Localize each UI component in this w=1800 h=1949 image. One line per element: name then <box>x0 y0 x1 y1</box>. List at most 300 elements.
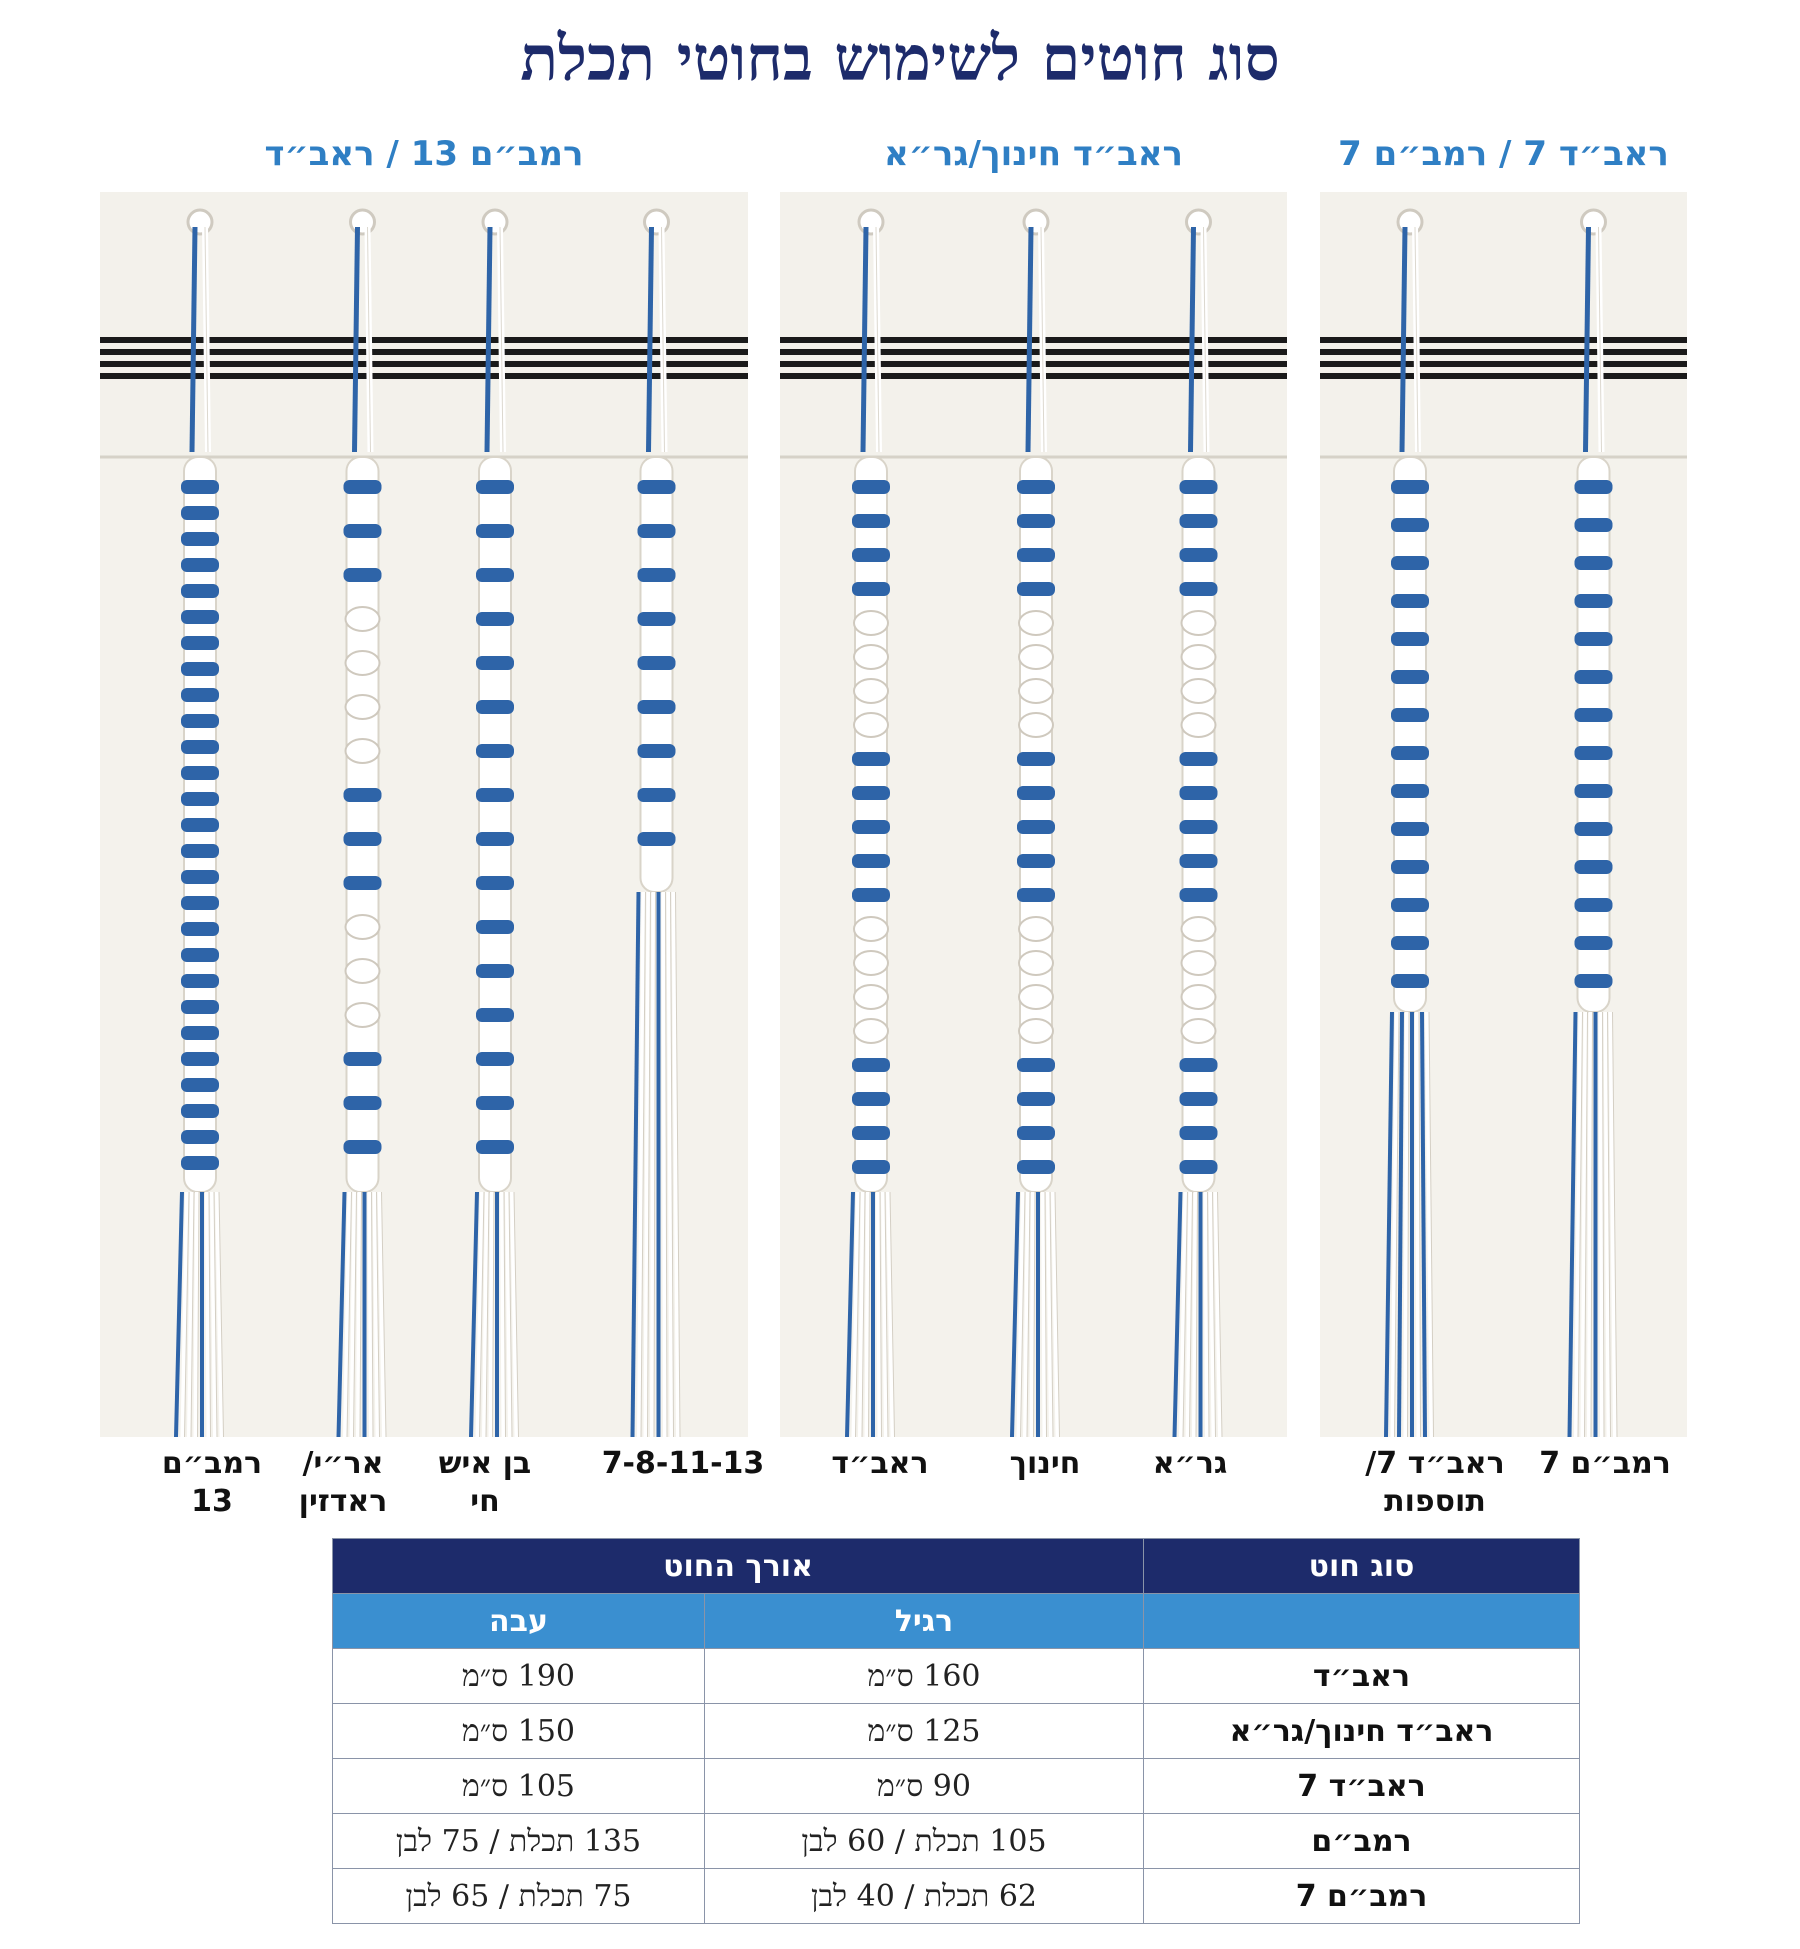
techelet-wrap <box>1180 480 1218 494</box>
hanging-string <box>1386 1012 1392 1437</box>
techelet-wrap <box>181 740 219 754</box>
techelet-wrap <box>476 1052 514 1066</box>
tallit-stripe <box>565 361 748 367</box>
techelet-wrap <box>1391 784 1429 798</box>
techelet-wrap <box>181 1026 219 1040</box>
double-knot <box>346 959 380 983</box>
double-knot <box>1019 679 1053 703</box>
techelet-wrap <box>476 876 514 890</box>
group-heading-rambam13: רמב״ם 13 / ראב״ד <box>264 134 584 174</box>
tallit-stripe <box>425 361 565 367</box>
techelet-wrap <box>1017 1126 1055 1140</box>
row-thick: 135 תכלת / 75 לבן <box>333 1814 705 1869</box>
caption-line: 13 <box>191 1484 233 1519</box>
techelet-wrap <box>852 854 890 868</box>
hanging-string <box>207 1192 209 1437</box>
caption-line: בן איש <box>438 1446 532 1481</box>
techelet-wrap <box>1180 1160 1218 1174</box>
tallit-stripe <box>565 337 748 343</box>
tallit-stripe <box>1110 337 1287 343</box>
double-knot <box>346 739 380 763</box>
strip-gra <box>1110 192 1287 1437</box>
double-knot <box>854 611 888 635</box>
techelet-wrap <box>1180 752 1218 766</box>
double-knot <box>346 651 380 675</box>
eyelet-hole <box>1024 210 1048 234</box>
caption-line: ראב״ד 7/ <box>1365 1446 1505 1481</box>
caption-line: ראדזין <box>298 1484 388 1519</box>
row-thick: 150 ס״מ <box>333 1704 705 1759</box>
tallit-stripe <box>1500 373 1687 379</box>
row-regular: 125 ס״מ <box>705 1704 1144 1759</box>
string <box>863 227 866 452</box>
row-regular: 90 ס״מ <box>705 1759 1144 1814</box>
techelet-wrap <box>181 1052 219 1066</box>
hanging-string <box>1601 1012 1603 1437</box>
tzitzit-knot-ari-radzin <box>300 192 425 1437</box>
tallit-stripe <box>1500 349 1687 355</box>
techelet-wrap <box>638 568 676 582</box>
table-row <box>333 1649 1580 1704</box>
double-knot <box>346 1003 380 1027</box>
techelet-wrap <box>1017 1092 1055 1106</box>
double-knot <box>1182 679 1216 703</box>
hanging-string <box>1417 1012 1419 1437</box>
techelet-wrap <box>476 568 514 582</box>
techelet-wrap <box>1575 936 1613 950</box>
tallit-stripe <box>962 373 1110 379</box>
caption-line: גר״א <box>1152 1446 1228 1481</box>
techelet-wrap <box>476 1096 514 1110</box>
caption-rambam-7 <box>1520 1445 1690 1483</box>
header-thread-type: סוג חוט <box>1144 1539 1580 1594</box>
hanging-string <box>1032 1192 1034 1437</box>
techelet-wrap <box>181 532 219 546</box>
techelet-wrap <box>1575 518 1613 532</box>
techelet-wrap <box>852 514 890 528</box>
techelet-wrap <box>1391 480 1429 494</box>
row-type: ראב״ד 7 <box>1144 1759 1580 1814</box>
tzitzit-knot-chinuch <box>962 192 1110 1437</box>
techelet-wrap <box>1391 594 1429 608</box>
techelet-wrap <box>1575 556 1613 570</box>
techelet-wrap <box>181 480 219 494</box>
techelet-wrap <box>1391 974 1429 988</box>
hanging-string <box>1012 1192 1018 1437</box>
techelet-wrap <box>852 820 890 834</box>
hanging-string <box>1175 1192 1181 1437</box>
tzitzit-knot-7-8-11-13 <box>565 192 748 1437</box>
techelet-wrap <box>476 744 514 758</box>
techelet-wrap <box>638 744 676 758</box>
caption-raavad <box>795 1445 965 1483</box>
hanging-string <box>867 1192 869 1437</box>
techelet-wrap <box>1391 632 1429 646</box>
techelet-wrap <box>181 714 219 728</box>
techelet-wrap <box>181 1156 219 1170</box>
eyelet-hole <box>1582 210 1606 234</box>
techelet-wrap <box>476 700 514 714</box>
techelet-wrap <box>344 1096 382 1110</box>
techelet-wrap <box>1575 670 1613 684</box>
tallit-stripe <box>962 337 1110 343</box>
techelet-wrap <box>1391 708 1429 722</box>
tallit-stripe <box>100 349 300 355</box>
row-type: רמב״ם 7 <box>1144 1869 1580 1924</box>
string <box>1191 227 1194 452</box>
string <box>1402 227 1405 452</box>
techelet-wrap <box>852 888 890 902</box>
techelet-wrap <box>344 524 382 538</box>
techelet-wrap <box>1391 746 1429 760</box>
group-heading-raavad-chinuch: ראב״ד חינוך/גר״א <box>884 134 1183 174</box>
techelet-wrap <box>852 480 890 494</box>
techelet-wrap <box>1017 1160 1055 1174</box>
hanging-string <box>847 1192 853 1437</box>
techelet-wrap <box>181 558 219 572</box>
caption-raavad-7-tosafot <box>1345 1445 1525 1521</box>
tallit-stripe <box>1500 337 1687 343</box>
techelet-wrap <box>852 548 890 562</box>
tallit-stripe <box>100 373 300 379</box>
double-knot <box>1182 645 1216 669</box>
tallit-stripe <box>780 373 962 379</box>
techelet-wrap <box>1575 746 1613 760</box>
photo-panel-rambam13 <box>100 192 748 1437</box>
techelet-wrap <box>852 582 890 596</box>
knot-body <box>641 457 673 892</box>
techelet-wrap <box>1180 548 1218 562</box>
hanging-string <box>1043 1192 1045 1437</box>
string <box>355 227 358 452</box>
row-regular: 160 ס״מ <box>705 1649 1144 1704</box>
techelet-wrap <box>1391 556 1429 570</box>
subheader-thick: עבה <box>333 1594 705 1649</box>
eyelet-hole <box>188 210 212 234</box>
techelet-wrap <box>638 612 676 626</box>
tallit-stripe <box>780 349 962 355</box>
techelet-wrap <box>1391 898 1429 912</box>
strip-chinuch <box>962 192 1112 1437</box>
techelet-wrap <box>344 876 382 890</box>
techelet-wrap <box>476 656 514 670</box>
tzitzit-knot-gra <box>1110 192 1287 1437</box>
tallit-stripe <box>300 337 425 343</box>
tallit-stripe <box>1320 349 1500 355</box>
hanging-string <box>358 1192 360 1437</box>
knot-body <box>1394 457 1426 1012</box>
techelet-wrap <box>1575 708 1613 722</box>
techelet-wrap <box>476 480 514 494</box>
hanging-string <box>1589 1012 1591 1437</box>
row-regular: 62 תכלת / 40 לבן <box>705 1869 1144 1924</box>
techelet-wrap <box>852 1160 890 1174</box>
tallit-stripe <box>425 337 565 343</box>
table-row <box>333 1814 1580 1869</box>
double-knot <box>1182 985 1216 1009</box>
double-knot <box>854 917 888 941</box>
table-row <box>333 1759 1580 1814</box>
table-row <box>333 1704 1580 1759</box>
techelet-wrap <box>638 656 676 670</box>
techelet-wrap <box>181 818 219 832</box>
double-knot <box>854 713 888 737</box>
strip-raavad-7-tosafot <box>1320 192 1502 1437</box>
techelet-wrap <box>638 788 676 802</box>
techelet-wrap <box>344 832 382 846</box>
hanging-string <box>471 1192 477 1437</box>
caption-ben-ish-chai <box>400 1445 570 1521</box>
tallit-stripe <box>780 337 962 343</box>
techelet-wrap <box>476 612 514 626</box>
techelet-wrap <box>852 1126 890 1140</box>
eyelet-hole <box>859 210 883 234</box>
techelet-wrap <box>1575 860 1613 874</box>
techelet-wrap <box>476 524 514 538</box>
techelet-wrap <box>344 568 382 582</box>
tallit-stripe <box>565 349 748 355</box>
techelet-wrap <box>1180 1058 1218 1072</box>
techelet-wrap <box>1575 784 1613 798</box>
techelet-wrap <box>1017 854 1055 868</box>
tallit-stripe <box>300 349 425 355</box>
tallit-stripe <box>1500 361 1687 367</box>
caption-gra <box>1105 1445 1275 1483</box>
techelet-wrap <box>476 832 514 846</box>
techelet-wrap <box>181 948 219 962</box>
techelet-wrap <box>181 896 219 910</box>
double-knot <box>854 951 888 975</box>
string <box>1028 227 1031 452</box>
techelet-wrap <box>181 662 219 676</box>
double-knot <box>346 607 380 631</box>
techelet-wrap <box>181 584 219 598</box>
row-type: ראב״ד חינוך/גר״א <box>1144 1704 1580 1759</box>
techelet-wrap <box>1017 480 1055 494</box>
tzitzit-knot-raavad-7 <box>1320 192 1500 1437</box>
techelet-wrap <box>1180 854 1218 868</box>
techelet-wrap <box>344 788 382 802</box>
row-thick: 190 ס״מ <box>333 1649 705 1704</box>
techelet-wrap <box>852 786 890 800</box>
techelet-wrap <box>852 1092 890 1106</box>
eyelet-hole <box>645 210 669 234</box>
double-knot <box>1182 1019 1216 1043</box>
techelet-wrap <box>1180 820 1218 834</box>
double-knot <box>1182 611 1216 635</box>
caption-line: חי <box>470 1484 500 1519</box>
techelet-wrap <box>476 1140 514 1154</box>
techelet-wrap <box>1575 480 1613 494</box>
techelet-wrap <box>181 636 219 650</box>
techelet-wrap <box>1575 898 1613 912</box>
techelet-wrap <box>1017 888 1055 902</box>
techelet-wrap <box>1017 1058 1055 1072</box>
caption-line: רמב״ם <box>161 1446 263 1481</box>
row-thick: 105 ס״מ <box>333 1759 705 1814</box>
techelet-wrap <box>1180 582 1218 596</box>
tallit-stripe <box>300 373 425 379</box>
tallit-stripe <box>962 349 1110 355</box>
tallit-stripe <box>300 361 425 367</box>
table-row <box>333 1869 1580 1924</box>
strip-rambam-7 <box>1500 192 1687 1437</box>
techelet-wrap <box>638 832 676 846</box>
row-type: רמב״ם <box>1144 1814 1580 1869</box>
tallit-stripe <box>962 361 1110 367</box>
tzitzit-knot-raavad <box>780 192 962 1437</box>
double-knot <box>1019 713 1053 737</box>
knot-body <box>347 457 379 1192</box>
string <box>1586 227 1589 452</box>
techelet-wrap <box>1180 514 1218 528</box>
techelet-wrap <box>1017 514 1055 528</box>
techelet-wrap <box>852 752 890 766</box>
double-knot <box>346 695 380 719</box>
string <box>649 227 652 452</box>
tallit-stripe <box>780 361 962 367</box>
group-heading-seven: ראב״ד 7 / רמב״ם 7 <box>1338 134 1669 174</box>
caption-line: חינוך <box>1009 1446 1081 1481</box>
techelet-wrap <box>476 964 514 978</box>
thread-length-table <box>332 1538 1580 1924</box>
caption-line: 7-8-11-13 <box>601 1446 765 1481</box>
techelet-wrap <box>344 480 382 494</box>
techelet-wrap <box>1575 632 1613 646</box>
techelet-wrap <box>476 788 514 802</box>
double-knot <box>1019 1019 1053 1043</box>
tallit-stripe <box>425 373 565 379</box>
caption-line: אר״י/ <box>302 1446 384 1481</box>
techelet-wrap <box>1391 670 1429 684</box>
double-knot <box>854 645 888 669</box>
techelet-wrap <box>1017 820 1055 834</box>
techelet-wrap <box>181 974 219 988</box>
double-knot <box>854 985 888 1009</box>
double-knot <box>1182 917 1216 941</box>
strip-raavad <box>780 192 964 1437</box>
techelet-wrap <box>1391 936 1429 950</box>
techelet-wrap <box>1180 786 1218 800</box>
hanging-string <box>1206 1192 1208 1437</box>
techelet-wrap <box>638 480 676 494</box>
double-knot <box>346 915 380 939</box>
subheader-blank <box>1144 1594 1580 1649</box>
tallit-stripe <box>1320 373 1500 379</box>
techelet-wrap <box>181 870 219 884</box>
techelet-wrap <box>1391 822 1429 836</box>
strip-rambam-13 <box>100 192 302 1437</box>
row-thick: 75 תכלת / 65 לבן <box>333 1869 705 1924</box>
double-knot <box>1182 713 1216 737</box>
techelet-wrap <box>344 1140 382 1154</box>
hanging-string <box>1406 1012 1408 1437</box>
techelet-wrap <box>1180 888 1218 902</box>
techelet-wrap <box>181 1104 219 1118</box>
techelet-wrap <box>181 1000 219 1014</box>
tallit-stripe <box>1320 361 1500 367</box>
hanging-string <box>1570 1012 1576 1437</box>
knot-body <box>1578 457 1610 1012</box>
hanging-string <box>1422 1012 1425 1437</box>
hanging-string <box>370 1192 372 1437</box>
techelet-wrap <box>344 1052 382 1066</box>
caption-line: רמב״ם 7 <box>1539 1446 1671 1481</box>
eyelet-hole <box>483 210 507 234</box>
techelet-wrap <box>638 700 676 714</box>
techelet-wrap <box>1017 582 1055 596</box>
hanging-string <box>176 1192 182 1437</box>
hanging-string <box>502 1192 504 1437</box>
techelet-wrap <box>1017 786 1055 800</box>
caption-line: תוספות <box>1384 1484 1486 1519</box>
techelet-wrap <box>476 1008 514 1022</box>
techelet-wrap <box>181 610 219 624</box>
hanging-string <box>339 1192 345 1437</box>
tallit-stripe <box>565 373 748 379</box>
techelet-wrap <box>1017 752 1055 766</box>
tzitzit-knot-ben-ish-chai <box>425 192 565 1437</box>
caption-7-8-11-13 <box>588 1445 778 1483</box>
eyelet-hole <box>1398 210 1422 234</box>
tallit-stripe <box>100 361 300 367</box>
header-thread-length: אורך החוט <box>333 1539 1144 1594</box>
string <box>192 227 195 452</box>
techelet-wrap <box>181 844 219 858</box>
techelet-wrap <box>181 766 219 780</box>
techelet-wrap <box>638 524 676 538</box>
techelet-wrap <box>181 506 219 520</box>
tallit-stripe <box>100 337 300 343</box>
techelet-wrap <box>181 1130 219 1144</box>
hanging-string <box>1399 1012 1402 1437</box>
row-type: ראב״ד <box>1144 1649 1580 1704</box>
techelet-wrap <box>181 922 219 936</box>
techelet-wrap <box>181 688 219 702</box>
tallit-stripe <box>425 349 565 355</box>
photo-panel-raavad-chinuch <box>780 192 1287 1437</box>
hanging-string <box>652 892 654 1437</box>
page-title: סוג חוטים לשימוש בחוטי תכלת <box>520 22 1280 95</box>
techelet-wrap <box>1391 860 1429 874</box>
techelet-wrap <box>1180 1126 1218 1140</box>
techelet-wrap <box>1017 548 1055 562</box>
hanging-string <box>664 892 666 1437</box>
strip-ari-radzin <box>300 192 427 1437</box>
hanging-string <box>491 1192 493 1437</box>
double-knot <box>1019 985 1053 1009</box>
row-regular: 105 תכלת / 60 לבן <box>705 1814 1144 1869</box>
techelet-wrap <box>1391 518 1429 532</box>
double-knot <box>1182 951 1216 975</box>
knot-body <box>479 457 511 1192</box>
techelet-wrap <box>1575 594 1613 608</box>
strip-7-8-11-13 <box>565 192 748 1437</box>
techelet-wrap <box>1575 822 1613 836</box>
tallit-stripe <box>1110 373 1287 379</box>
double-knot <box>1019 645 1053 669</box>
techelet-wrap <box>476 920 514 934</box>
tallit-stripe <box>1110 349 1287 355</box>
double-knot <box>1019 951 1053 975</box>
techelet-wrap <box>181 1078 219 1092</box>
photo-panel-seven <box>1320 192 1687 1437</box>
double-knot <box>1019 917 1053 941</box>
hanging-string <box>1194 1192 1196 1437</box>
hanging-string <box>196 1192 198 1437</box>
eyelet-hole <box>351 210 375 234</box>
techelet-wrap <box>1180 1092 1218 1106</box>
